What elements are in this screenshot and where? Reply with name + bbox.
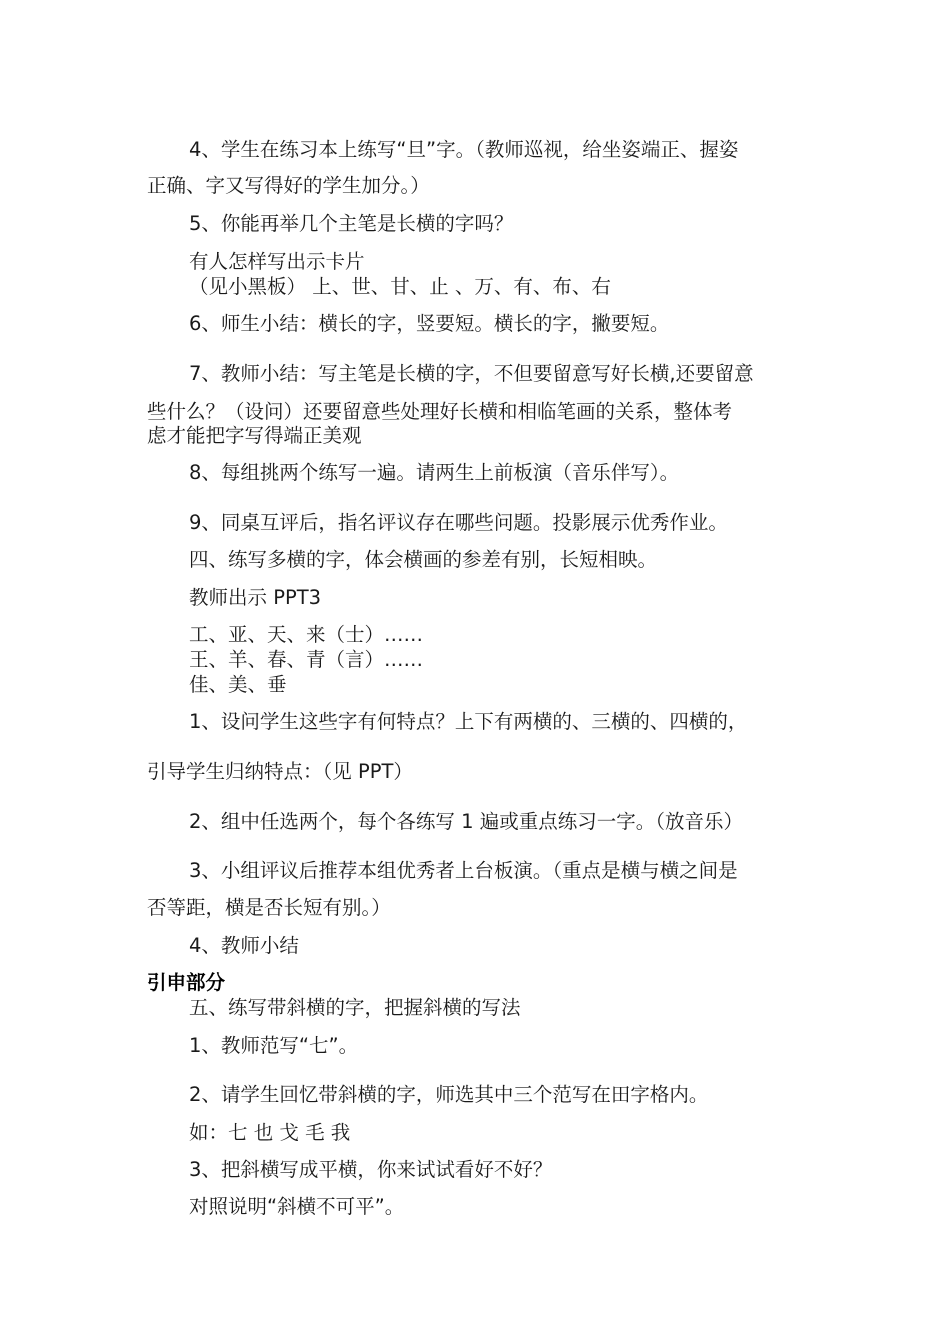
section-heading: 四、练写多横的字，体会横画的参差有别，长短相映。 [189,548,658,571]
text-line: 虑才能把字写得端正美观 [147,424,362,447]
text-line: （见小黑板） 上、世、甘、止 、万、有、布、右 [189,275,611,298]
text-line: 如：七 也 戈 毛 我 [189,1121,351,1144]
text-line: 1、设问学生这些字有何特点？上下有两横的、三横的、四横的， [189,710,748,733]
text-line: 4、教师小结 [189,934,299,957]
text-line: 9、同桌互评后，指名评议存在哪些问题。投影展示优秀作业。 [189,511,728,534]
text-line: 2、组中任选两个，每个各练写 1 遍或重点练习一字。（放音乐） [189,810,743,833]
text-line: 3、把斜横写成平横，你来试试看好不好？ [189,1158,553,1181]
text-line: 王、羊、春、青（言）…… [189,648,424,671]
text-line: 对照说明“斜横不可平”。 [189,1195,405,1218]
text-line: 些什么？（设问）还要留意些处理好长横和相临笔画的关系，整体考 [147,400,733,423]
text-line: 8、每组挑两个练写一遍。请两生上前板演（音乐伴写）。 [189,461,680,484]
text-line: 正确、字又写得好的学生加分。） [147,174,430,197]
section-heading: 五、练写带斜横的字，把握斜横的写法 [189,996,521,1019]
text-line: 6、师生小结：横长的字，竖要短。横长的字，撇要短。 [189,312,670,335]
text-line: 3、小组评议后推荐本组优秀者上台板演。（重点是横与横之间是 [189,859,738,882]
text-line: 1、教师范写“七”。 [189,1034,359,1057]
text-line: 7、教师小结：写主笔是长横的字，不但要留意写好长横,还要留意 [189,362,754,385]
text-line: 引导学生归纳特点：（见 PPT） [147,760,413,783]
text-line: 工、亚、天、来（士）…… [189,623,424,646]
text-line: 2、请学生回忆带斜横的字，师选其中三个范写在田字格内。 [189,1083,709,1106]
section-title: 引申部分 [147,971,226,994]
text-line: 4、学生在练习本上练写“旦”字。（教师巡视，给坐姿端正、握姿 [189,138,739,161]
text-line: 教师出示 PPT3 [189,586,322,609]
text-line: 否等距，横是否长短有别。） [147,896,391,919]
text-line: 佳、美、垂 [189,673,287,696]
text-line: 5、你能再举几个主笔是长横的字吗？ [189,212,514,235]
text-line: 有人怎样写出示卡片 [189,250,365,273]
